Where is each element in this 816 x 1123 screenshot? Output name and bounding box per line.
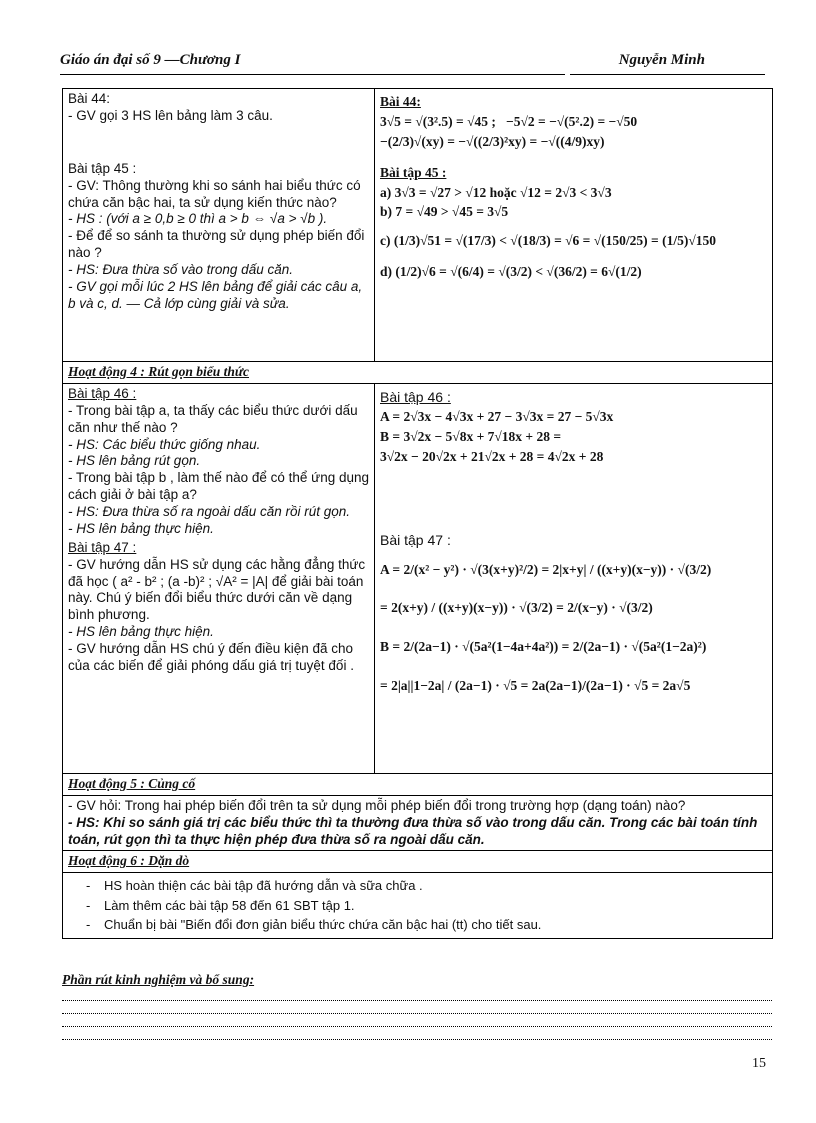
- bai46-hs-answer-2: - HS: Đưa thừa số ra ngoài dấu căn rồi rút gọn.: [68, 504, 351, 519]
- bai47-instruction: - GV hướng dẫn HS sử dụng các hằng đẳng thức đã học ( a² - b² ; (a -b)² ; √A² = |A| để giải bài toán này. Chú ý biến đổi biểu thức dưới căn về dạng bình phương.: [68, 556, 366, 623]
- bai47-B2: = 2|a||1−2a| / (2a−1) · √5 = 2a(2a−1)/(2a−1) · √5 = 2a√5: [380, 678, 691, 694]
- bai45-a: a) 3√3 = √27 > √12 hoặc √12 = 2√3 < 3√3: [380, 184, 612, 200]
- list-item: - Chuẩn bị bài "Biến đổi đơn giản biểu thức chứa căn bậc hai (tt) cho tiết sau.: [88, 917, 767, 933]
- solution-column: [375, 89, 773, 362]
- bai47-label: Bài tập 47 :: [68, 539, 137, 555]
- list-item: - Làm thêm các bài tập 58 đến 61 SBT tập 1.: [88, 898, 767, 914]
- bai46-hs-board-2: - HS lên bảng thực hiện.: [68, 520, 214, 536]
- lesson-table: [62, 88, 773, 939]
- row-bai44-45: [63, 89, 773, 362]
- bai46-question: - Trong bài tập a, ta thấy các biểu thức dưới dấu căn như thế nào ?: [68, 402, 358, 435]
- bai47-note: - GV hướng dẫn HS chú ý đến điều kiện đã cho của các biến để giải phóng dấu giá trị tuyệt đối .: [68, 641, 354, 673]
- bai47-B1: B = 2/(2a−1) · √(5a²(1−4a+4a²)) = 2/(2a−1) · √(5a²(1−2a)²): [380, 639, 707, 655]
- bai44-line1b: −5√2 = −√(5².2) = −√50: [506, 113, 638, 129]
- bai46-label: Bài tập 46 :: [68, 385, 137, 401]
- teacher-student-column-2: [63, 383, 375, 773]
- notes-line: [62, 1014, 772, 1027]
- row-hd4: [63, 362, 773, 384]
- homework-list: [88, 878, 767, 933]
- bai45-hs-answer-2: - HS: Đưa thừa số vào trong dấu căn.: [68, 262, 293, 277]
- bai44-line1: [380, 114, 767, 131]
- teacher-student-column: [63, 89, 375, 362]
- bai45-label: Bài tập 45 :: [68, 160, 137, 176]
- bai45-gv-note: - GV gọi mỗi lúc 2 HS lên bảng để giải các câu a, b và c, d. — Cả lớp cùng giải và sửa.: [68, 278, 363, 311]
- bai47-A2: = 2(x+y) / ((x+y)(x−y)) · √(3/2) = 2/(x−y) · √(3/2): [380, 600, 653, 616]
- header-rule: [60, 74, 565, 75]
- bai44-instruction: - GV gọi 3 HS lên bảng làm 3 câu.: [68, 107, 273, 123]
- hd6-body: [63, 873, 773, 939]
- bai45-d: d) (1/2)√6 = √(6/4) = √(3/2) < √(36/2) = 6√(1/2): [380, 264, 642, 280]
- hd5-title: Hoạt động 5 : Củng cố: [63, 773, 773, 795]
- solution-column-2: [375, 383, 773, 773]
- row-bai46-47: [63, 383, 773, 773]
- hd6-title: Hoạt động 6 : Dặn dò: [63, 851, 773, 873]
- bai46-B2: 3√2x − 20√2x + 21√2x + 28 = 4√2x + 28: [380, 449, 604, 465]
- header-title: Giáo án đại số 9 —Chương I: [60, 52, 241, 68]
- notes-line: [62, 988, 772, 1001]
- bai46-question-2: - Trong bài tập b , làm thế nào để có thể ứng dụng cách giải ở bài tập a?: [68, 470, 369, 503]
- notes-line: [62, 1027, 772, 1040]
- bai44-label: Bài 44:: [68, 91, 111, 106]
- bai44-title: Bài 44:: [380, 94, 421, 109]
- bai44-line2: −(2/3)√(xy) = −√((2/3)²xy) = −√((4/9)xy): [380, 133, 605, 149]
- bai46-hs-board: - HS lên bảng rút gọn.: [68, 453, 201, 469]
- notes-section: [62, 972, 772, 1040]
- bai46-title: Bài tập 46 :: [380, 388, 451, 405]
- bai46-A: A = 2√3x − 4√3x + 27 − 3√3x = 27 − 5√3x: [380, 409, 614, 425]
- bai45-c: c) (1/3)√51 = √(17/3) < √(18/3) = √6 = √(150/25) = (1/5)√150: [380, 233, 716, 249]
- bai46-B1: B = 3√2x − 5√8x + 7√18x + 28 =: [380, 429, 562, 445]
- bai45-title: Bài tập 45 :: [380, 164, 447, 180]
- bai47-title: Bài tập 47 :: [380, 532, 451, 548]
- page-header: [60, 52, 765, 76]
- header-author: Nguyễn Minh: [618, 52, 705, 68]
- hd4-title: Hoạt động 4 : Rút gọn biểu thức: [63, 362, 773, 384]
- hd5-body: [63, 795, 773, 851]
- bai45-question: - GV: Thông thường khi so sánh hai biểu thức có chứa căn bậc hai, ta sử dụng kiến thức nào?: [68, 177, 361, 210]
- bai45-question-2: - Để để so sánh ta thường sử dụng phép biến đổi nào ?: [68, 228, 365, 261]
- row-hd6-body: [63, 873, 773, 939]
- bai46-hs-answer: - HS: Các biểu thức giống nhau.: [68, 436, 261, 452]
- notes-title: Phần rút kinh nghiệm và bổ sung:: [62, 972, 255, 987]
- bai44-line1a: 3√5 = √(3².5) = √45 ;: [380, 113, 496, 129]
- list-item: - HS hoàn thiện các bài tập đã hướng dẫn và sữa chữa .: [88, 878, 767, 894]
- notes-line: [62, 1001, 772, 1014]
- bai47-A1: A = 2/(x² − y²) · √(3(x+y)²/2) = 2|x+y| / ((x+y)(x−y)) · √(3/2): [380, 561, 712, 577]
- header-rule-right: [570, 74, 765, 75]
- bai45-b: b) 7 = √49 > √45 = 3√5: [380, 204, 509, 220]
- row-hd5-title: [63, 773, 773, 795]
- bai45-hs-answer: - HS : (với a ≥ 0,b ≥ 0 thì a > b ⇔ √a > √b ).: [68, 211, 328, 227]
- row-hd6-title: [63, 851, 773, 873]
- hd5-answer: - HS: Khi so sánh giá trị các biểu thức thì ta thường đưa thừa số vào trong dấu căn. Trong các bài toán tính toán, rút gọn thì ta thực hiện phép đưa thừa số ra ngoài dấu căn.: [68, 814, 758, 847]
- bai47-hs-board: - HS lên bảng thực hiện.: [68, 624, 214, 640]
- page-number: 15: [752, 1056, 766, 1071]
- row-hd5-body: [63, 795, 773, 851]
- hd5-question: - GV hỏi: Trong hai phép biến đổi trên ta sử dụng mỗi phép biến đổi trong trường hợp (dạng toán) nào?: [68, 797, 686, 813]
